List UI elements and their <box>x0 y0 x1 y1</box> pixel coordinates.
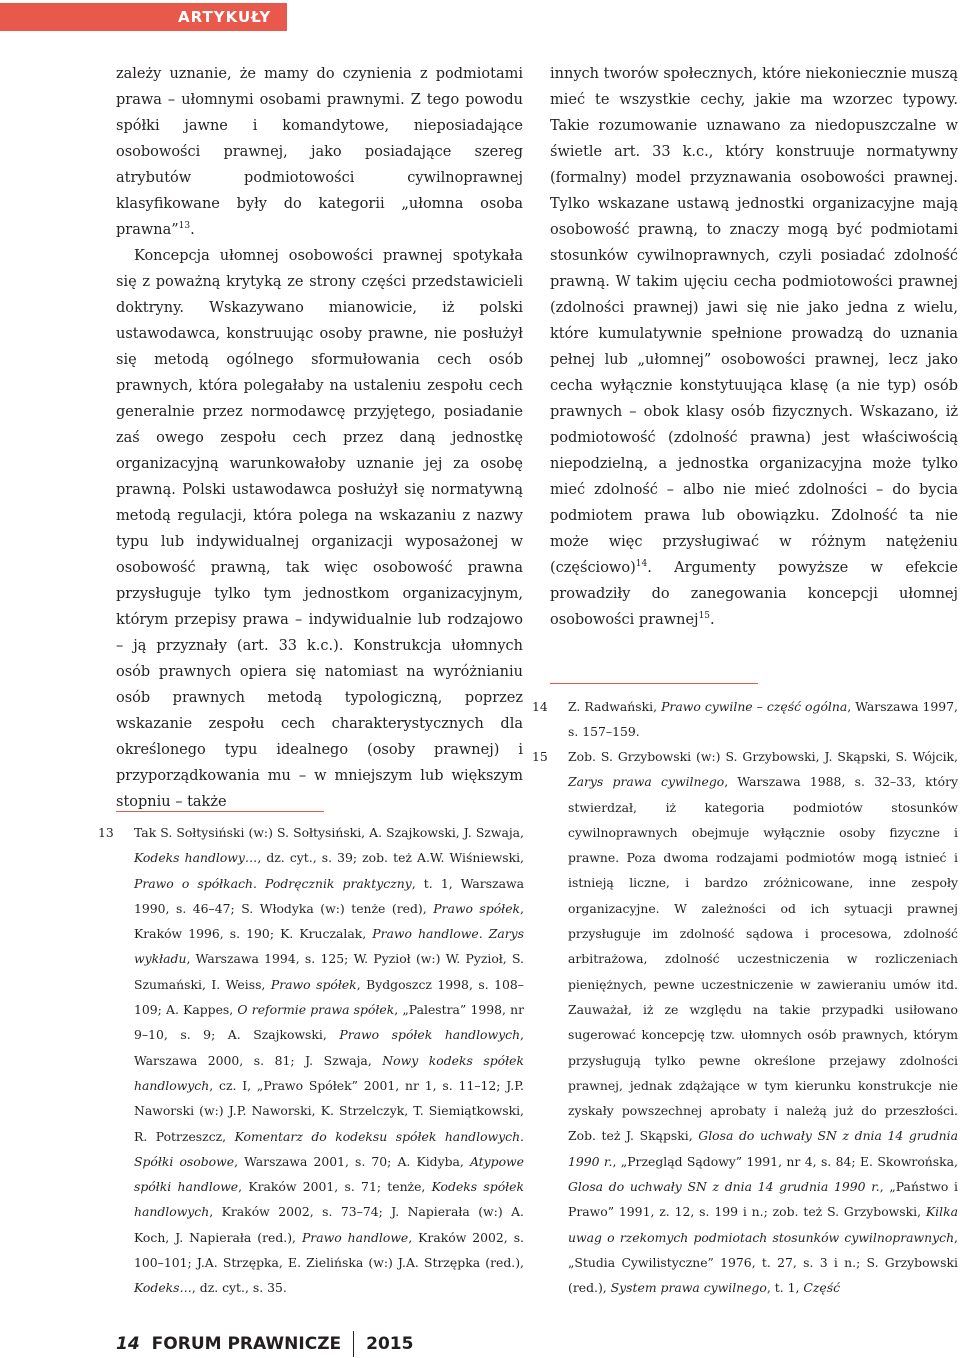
page-footer <box>116 1330 413 1358</box>
footnote-ref-15[interactable]: 15 <box>698 611 711 621</box>
journal-title: FORUM PRAWNICZE <box>151 1334 342 1354</box>
journal-year: 2015 <box>366 1334 414 1354</box>
footnote-divider-left <box>116 811 324 812</box>
left-column <box>116 61 523 815</box>
right-paragraph-1: innych tworów społecznych, które niekoniecznie muszą mieć te wszystkie cechy, jakie ma wzorzec typowy. Takie rozumowanie uznawano za niedopuszczalne w świetle art. 33 k.c., który konstruuje normatywny (formalny) model przyznawania osobowości prawnej. Tylko wskazane ustawą jednostki organizacyjne mają osobowość prawną, to znaczy mogą być podmiotami stosunków cywilnoprawnych, czyli posiadać zdolność prawną. W takim ujęciu cecha podmiotowości prawnej (zdolności prawnej) jawi się nie jako jedna z wielu, które kumulatywnie spełnione prowadzą do uznania pełnej lub „ułomnej” osobowości prawnej, lecz jako cecha wyłącznie konstytuująca klasę (a nie typ) osób prawnych – obok klasy osób fizycznych. Wskazano, iż podmiotowość (zdolność prawna) jest właściwością niepodzielną, a jednostka organizacyjna może tylko mieć zdolność – albo nie mieć zdolności – do bycia podmiotem prawa lub obowiązku. Zdolność ta nie może więc przysługiwać w różnym natężeniu (częściowo)$^{14}$. Argumenty powyższe w efekcie prowadziły do zanegowania koncepcji ułomnej osobowości prawnej$^{15}$. <box>550 66 958 628</box>
left-paragraph-2: Koncepcja ułomnej osobowości prawnej spotykała się z poważną krytyką ze strony części przedstawicieli doktryny. Wskazywano mianowicie, iż polski ustawodawca, konstruując osoby prawne, nie posłużył się metodą ogólnego sformułowania cech osób prawnych, która polegałaby na ustaleniu zespołu cech generalnie przez normodawcę przyjętego, posiadanie zaś owego zespołu cech przez daną jednostkę organizacyjną warunkowałoby uznanie jej za osobę prawną. Polski ustawodawca posłużył się normatywną metodą regulacji, która polega na wskazaniu z nazwy typu lub indywidualnej organizacji wyposażonej w osobowość prawną, tak więc osobowość prawna przysługuje tylko tym jednostkom organizacyjnym, którym przepisy prawa – indywidualnie lub rodzajowo – ją przyznały (art. 33 k.c.). Konstrukcja ułomnych osób prawnych opiera się natomiast na wyróżnianiu osób prawnych metodą typologiczną, poprzez wskazanie zespołu cech charakterystycznych dla określonego typu idealnego (osoby prawnej) i przyporządkowania mu – w mniejszym lub większym stopniu – także <box>116 248 523 810</box>
footnote-divider-right <box>550 683 758 684</box>
footer-divider <box>353 1331 354 1357</box>
page-number: 14 <box>116 1334 140 1354</box>
footnote-number: 15 <box>532 749 548 764</box>
footnote-13: 13 Tak S. Sołtysiński (w:) S. Sołtysiński, A. Szajkowski, J. Szwaja, Kodeks handlowy…, dz. cyt., s. 39; zob. też A.W. Wiśniewski, Prawo o spółkach. Podręcznik praktyczny, t. 1, Warszawa 1990, s. 46–47; S. Włodyka (w:) tenże (red), Prawo spółek, Kraków 1996, s. 190; K. Kruczalak, Prawo handlowe. Zarys wykładu, Warszawa 1994, s. 125; W. Pyzioł (w:) W. Pyzioł, S. Szumański, I. Weiss, Prawo spółek, Bydgoszcz 1998, s. 108–109; A. Kappes, O reformie prawa spółek, „Palestra” 1998, nr 9–10, s. 9; A. Szajkowski, Prawo spółek handlowych, Warszawa 2000, s. 81; J. Szwaja, Nowy kodeks spółek handlowych, cz. I, „Prawo Spółek” 2001, nr 1, s. 11–12; J.P. Naworski (w:) J.P. Naworski, K. Strzelczyk, T. Siemiątkowski, R. Potrzeszcz, Komentarz do kodeksu spółek handlowych. Spółki osobowe, Warszawa 2001, s. 70; A. Kidyba, Atypowe spółki handlowe, Kraków 2001, s. 71; tenże, Kodeks spółek handlowych, Kraków 2002, s. 73–74; J. Napierała (w:) A. Koch, J. Napierała (red.), Prawo handlowe, Kraków 2002, s. 100–101; J.A. Strzępka, E. Zielińska (w:) J.A. Strzępka (red.), Kodeks…, dz. cyt., s. 35. <box>116 820 524 1301</box>
left-paragraph-1: zależy uznanie, że mamy do czynienia z podmiotami prawa – ułomnymi osobami prawnymi. Z tego powodu spółki jawne i komandytowe, nieposiadające osobowości prawnej, jako posiadające szereg atrybutów podmiotowości cywilnoprawnej klasyfikowane były do kategorii „ułomna osoba prawna”$^{13}$. <box>116 66 523 238</box>
footnote-15: 15 Zob. S. Grzybowski (w:) S. Grzybowski, J. Skąpski, S. Wójcik, Zarys prawa cywilnego, Warszawa 1988, s. 32–33, który stwierdzał, iż kategoria podmiotów stosunków cywilnoprawnych obejmuje wyłącznie osoby fizyczne i prawne. Poza dwoma rodzajami podmiotów mogą istnieć i istnieją liczne, i bardzo zróżnicowane, inne zespoły organizacyjne. W zależności od ich sytuacji prawnej przysługuje im zdolność sądowa i procesowa, zdolność arbitrażowa, zdolność uczestniczenia w rozliczeniach pieniężnych, pewne uczestniczenie w zawieraniu umów itd. Zauważał, iż ze względu na takie przypadki usiłowano sugerować koncepcję tzw. ułomnych osób prawnych, którym przysługują tylko pewne określone przejawy zdolności prawnej, jednak zdążające w tym kierunku konstrukcje nie zyskały powszechnej aprobaty i należą już do przeszłości. Zob. też J. Skąpski, Glosa do uchwały SN z dnia 14 grudnia 1990 r., „Przegląd Sądowy” 1991, nr 4, s. 84; E. Skowrońska, Glosa do uchwały SN z dnia 14 grudnia 1990 r., „Państwo i Prawo” 1991, z. 12, s. 199 i n.; zob. też S. Grzybowski, Kilka uwag o rzekomych podmiotach stosunków cywilnoprawnych, „Studia Cywilistyczne” 1976, t. 27, s. 3 i n.; S. Grzybowski (red.), System prawa cywilnego, t. 1, Część <box>550 744 958 1301</box>
section-label-tab <box>0 3 287 31</box>
footnote-ref-13[interactable]: 13 <box>178 221 191 231</box>
footnote-number: 13 <box>98 825 114 840</box>
section-label: ARTYKUŁY <box>178 8 272 26</box>
footnote-ref-14[interactable]: 14 <box>635 559 648 569</box>
right-column <box>550 61 958 633</box>
footnote-number: 14 <box>532 699 548 714</box>
footnote-14: 14 Z. Radwański, Prawo cywilne – część ogólna, Warszawa 1997, s. 157–159. <box>550 694 958 745</box>
